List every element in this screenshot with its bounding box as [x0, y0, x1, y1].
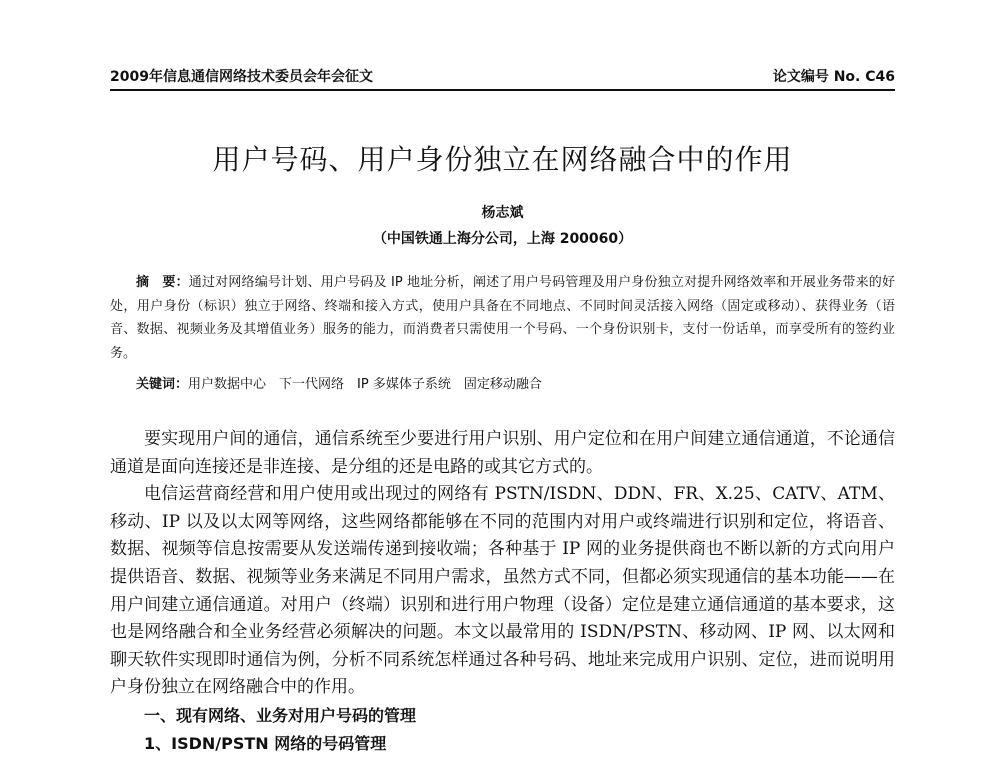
section-heading-1: 一、现有网络、业务对用户号码的管理	[144, 705, 417, 725]
body-paragraph-1: 要实现用户间的通信，通信系统至少要进行用户识别、用户定位和在用户间建立通信通道，不论通信通道是面向连接还是非连接、是分组的还是电路的或其它方式的。	[110, 429, 895, 477]
header-conference: 2009年信息通信网络技术委员会年会征文	[110, 69, 373, 85]
keywords-text: 用户数据中心 下一代网络 IP 多媒体子系统 固定移动融合	[188, 377, 542, 392]
running-header	[110, 64, 895, 86]
paper-title: 用户号码、用户身份独立在网络融合中的作用	[212, 143, 793, 176]
keywords-label: 关键词：	[136, 377, 189, 392]
author-name: 杨志斌	[481, 205, 524, 221]
abstract	[110, 271, 895, 365]
subsection-heading-1: 1、ISDN/PSTN 网络的号码管理	[144, 733, 387, 753]
author-affiliation: （中国铁通上海分公司，上海 200060）	[372, 231, 633, 247]
abstract-label: 摘 要：	[136, 275, 189, 290]
header-paper-number: 论文编号 No. C46	[772, 69, 895, 85]
header-rule	[110, 89, 895, 91]
body-text	[110, 426, 895, 757]
keywords	[110, 373, 895, 396]
body-paragraph-2: 电信运营商经营和用户使用或出现过的网络有 PSTN/ISDN、DDN、FR、X.25、CATV、ATM、移动、IP 以及以太网等网络，这些网络都能够在不同的范围内对用户或终端进行识别和定位，将语音、数据、视频等信息按需要从发送端传递到接收端；各种基于 IP 网的业务提供商也不断以新的方式向用户提供语音、数据、视频等业务来满足不同用户需求，虽然方式不同，但都必须实现通信的基本功能——在用户间建立通信通道。对用户（终端）识别和进行用户物理（设备）定位是建立通信通道的基本要求，这也是网络融合和全业务经营必须解决的问题。本文以最常用的 ISDN/PSTN、移动网、IP 网、以太网和聊天软件实现即时通信为例，分析不同系统怎样通过各种号码、地址来完成用户识别、定位，进而说明用户身份独立在网络融合中的作用。	[110, 484, 895, 698]
abstract-text: 通过对网络编号计划、用户号码及 IP 地址分析，阐述了用户号码管理及用户身份独立对提升网络效率和开展业务带来的好处，用户身份（标识）独立于网络、终端和接入方式，使用户具备在不同地点、不同时间灵活接入网络（固定或移动）、获得业务（语音、数据、视频业务及其增值业务）服务的能力，而消费者只需使用一个号码、一个身份识别卡，支付一份话单，而享受所有的签约业务。	[110, 275, 895, 361]
